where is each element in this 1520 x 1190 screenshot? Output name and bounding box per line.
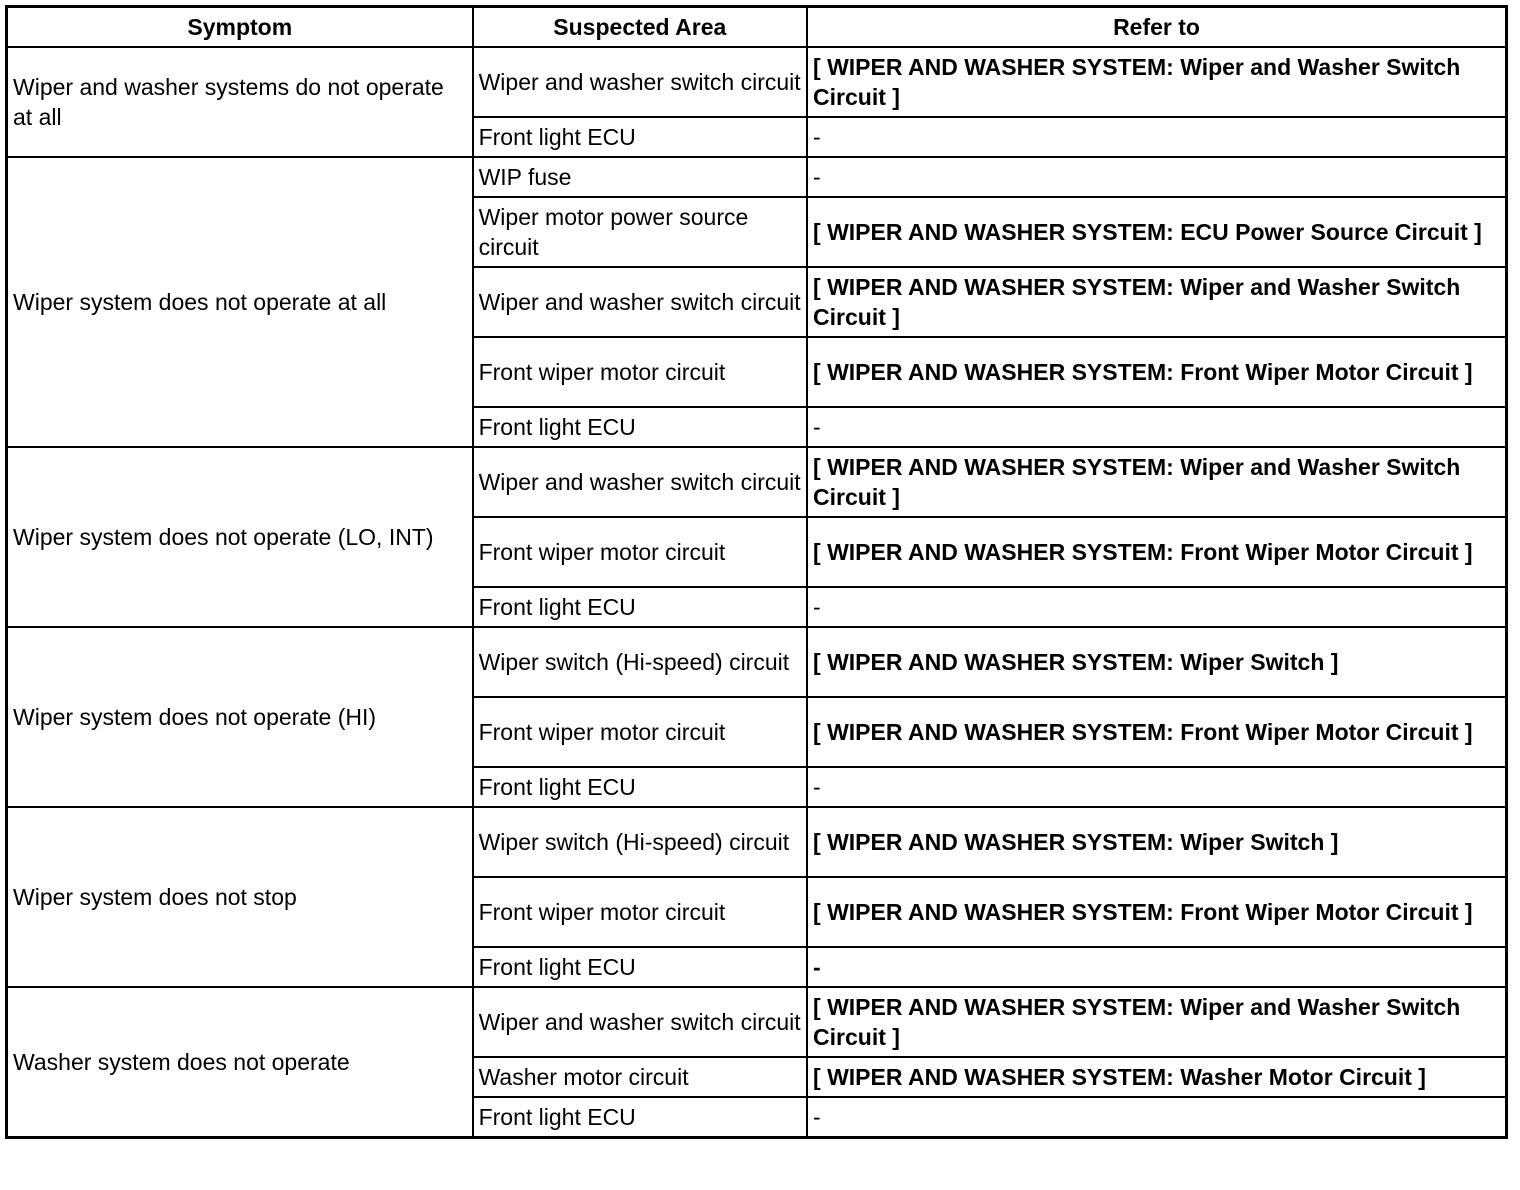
suspected-area-cell: Front light ECU xyxy=(473,117,807,157)
refer-to-link[interactable]: [ WIPER AND WASHER SYSTEM: Wiper and Washer Switch Circuit ] xyxy=(807,267,1506,337)
header-row xyxy=(7,7,1507,48)
symptom-cell: Wiper and washer systems do not operate at all xyxy=(7,47,473,157)
table-row xyxy=(7,807,1507,877)
refer-to-cell: - xyxy=(807,117,1506,157)
suspected-area-cell: Wiper and washer switch circuit xyxy=(473,987,807,1057)
table-row xyxy=(7,157,1507,197)
refer-to-link[interactable]: [ WIPER AND WASHER SYSTEM: Front Wiper Motor Circuit ] xyxy=(807,877,1506,947)
suspected-area-cell: Washer motor circuit xyxy=(473,1057,807,1097)
suspected-area-cell: Wiper and washer switch circuit xyxy=(473,267,807,337)
suspected-area-cell: Wiper motor power source circuit xyxy=(473,197,807,267)
refer-to-link[interactable]: [ WIPER AND WASHER SYSTEM: Front Wiper Motor Circuit ] xyxy=(807,697,1506,767)
symptom-cell: Wiper system does not operate (LO, INT) xyxy=(7,447,473,627)
refer-to-cell: - xyxy=(807,767,1506,807)
table-row xyxy=(7,627,1507,697)
suspected-area-cell: Front wiper motor circuit xyxy=(473,517,807,587)
refer-to-header: Refer to xyxy=(807,7,1506,48)
suspected-area-cell: Front light ECU xyxy=(473,947,807,987)
suspected-area-cell: Wiper switch (Hi-speed) circuit xyxy=(473,807,807,877)
suspected-area-cell: Front light ECU xyxy=(473,767,807,807)
refer-to-link[interactable]: [ WIPER AND WASHER SYSTEM: ECU Power Source Circuit ] xyxy=(807,197,1506,267)
refer-to-cell: - xyxy=(807,587,1506,627)
troubleshooting-table xyxy=(5,5,1508,1139)
refer-to-cell: - xyxy=(807,407,1506,447)
suspected-area-cell: Wiper and washer switch circuit xyxy=(473,47,807,117)
refer-to-link[interactable]: [ WIPER AND WASHER SYSTEM: Wiper and Washer Switch Circuit ] xyxy=(807,447,1506,517)
suspected-area-cell: Front light ECU xyxy=(473,587,807,627)
suspected-area-cell: Wiper switch (Hi-speed) circuit xyxy=(473,627,807,697)
suspected-area-cell: Front wiper motor circuit xyxy=(473,697,807,767)
suspected-area-cell: Front light ECU xyxy=(473,1097,807,1138)
table-row xyxy=(7,47,1507,117)
suspected-area-cell: Front wiper motor circuit xyxy=(473,337,807,407)
suspected-area-header: Suspected Area xyxy=(473,7,807,48)
suspected-area-cell: WIP fuse xyxy=(473,157,807,197)
refer-to-link[interactable]: [ WIPER AND WASHER SYSTEM: Front Wiper Motor Circuit ] xyxy=(807,337,1506,407)
symptom-cell: Wiper system does not stop xyxy=(7,807,473,987)
refer-to-link[interactable]: [ WIPER AND WASHER SYSTEM: Washer Motor Circuit ] xyxy=(807,1057,1506,1097)
suspected-area-cell: Wiper and washer switch circuit xyxy=(473,447,807,517)
symptom-cell: Wiper system does not operate (HI) xyxy=(7,627,473,807)
refer-to-link[interactable]: [ WIPER AND WASHER SYSTEM: Wiper and Washer Switch Circuit ] xyxy=(807,47,1506,117)
refer-to-cell: - xyxy=(807,157,1506,197)
refer-to-cell: - xyxy=(807,1097,1506,1138)
suspected-area-cell: Front wiper motor circuit xyxy=(473,877,807,947)
symptom-cell: Washer system does not operate xyxy=(7,987,473,1138)
refer-to-cell: - xyxy=(807,947,1506,987)
table-row xyxy=(7,987,1507,1057)
refer-to-link[interactable]: [ WIPER AND WASHER SYSTEM: Wiper Switch ] xyxy=(807,627,1506,697)
symptom-cell: Wiper system does not operate at all xyxy=(7,157,473,447)
refer-to-link[interactable]: [ WIPER AND WASHER SYSTEM: Wiper and Washer Switch Circuit ] xyxy=(807,987,1506,1057)
suspected-area-cell: Front light ECU xyxy=(473,407,807,447)
refer-to-link[interactable]: [ WIPER AND WASHER SYSTEM: Front Wiper Motor Circuit ] xyxy=(807,517,1506,587)
symptom-header: Symptom xyxy=(7,7,473,48)
table-row xyxy=(7,447,1507,517)
refer-to-link[interactable]: [ WIPER AND WASHER SYSTEM: Wiper Switch ] xyxy=(807,807,1506,877)
